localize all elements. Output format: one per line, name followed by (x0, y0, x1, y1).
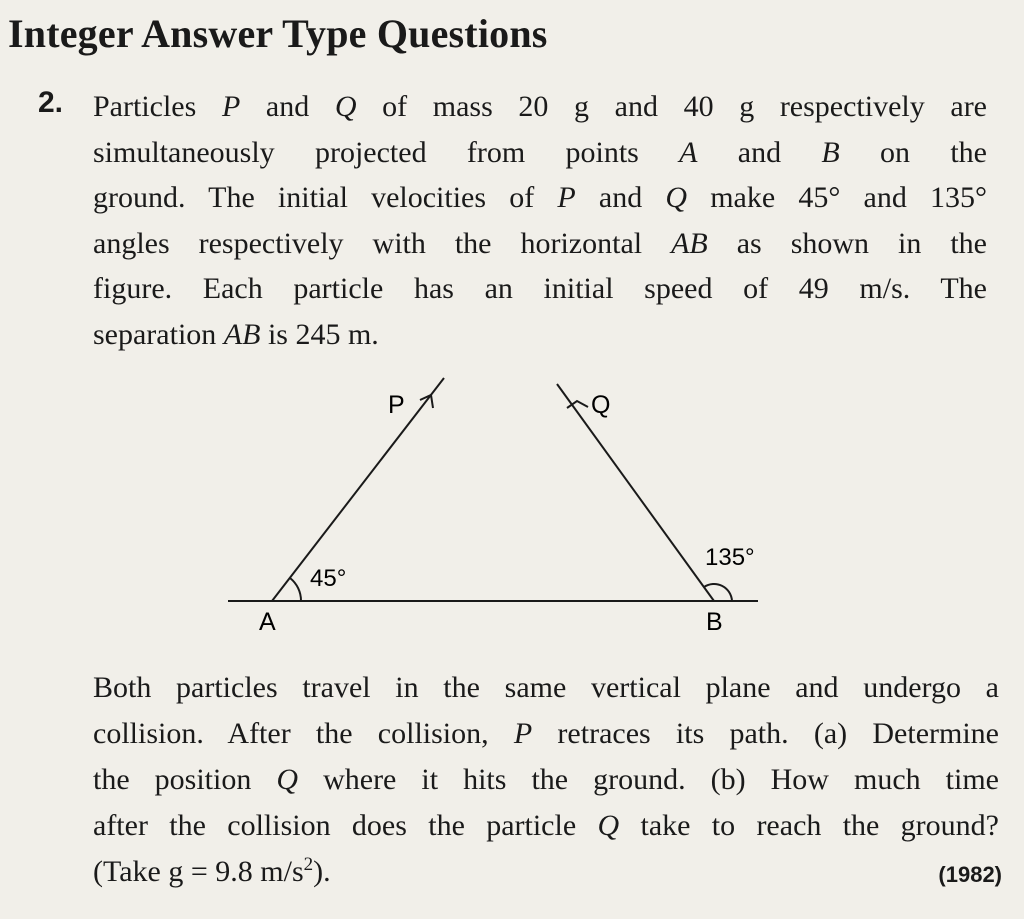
text-run: after the collision does the particle (93, 809, 598, 842)
label-p: P (388, 391, 405, 419)
question-last-line (93, 849, 999, 895)
italic-symbol: AB (223, 317, 261, 351)
text-run: and (240, 90, 335, 123)
label-q: Q (591, 391, 611, 419)
question-text (93, 84, 987, 357)
question-number: 2. (38, 86, 64, 119)
label-a: A (259, 608, 276, 636)
italic-symbol: Q (334, 90, 357, 123)
angle-label-a: 45° (310, 565, 347, 592)
text-run: make 45° and 135° (687, 181, 987, 214)
text-run: the position (93, 763, 277, 796)
text-run: where it hits the ground. (b) How much time (298, 763, 999, 796)
section-title: Integer Answer Type Questions (8, 11, 548, 56)
question-line (93, 665, 999, 711)
question-tail-text (93, 665, 999, 895)
text-run: retraces its path. (a) Determine (532, 717, 999, 750)
text-run: and (697, 135, 822, 169)
text-run: Particles (93, 90, 222, 123)
italic-symbol: B (821, 135, 840, 169)
text-run: Both particles travel in the same vertical plane and undergo a (93, 671, 999, 704)
text-run: collision. After the collision, (93, 717, 514, 750)
velocity-line-p (272, 378, 444, 601)
italic-symbol: Q (665, 181, 688, 214)
label-b: B (706, 608, 723, 636)
question-line (93, 175, 987, 221)
italic-symbol: A (679, 135, 698, 169)
last-line-end: ). (313, 855, 331, 888)
italic-symbol: P (557, 181, 576, 214)
text-run: angles respectively with the horizontal (93, 226, 672, 260)
italic-symbol: Q (597, 809, 620, 842)
text-run: as shown in the (707, 226, 987, 260)
projectile-figure (0, 370, 1024, 640)
question-line (93, 266, 987, 312)
italic-symbol: P (513, 717, 533, 750)
question-line (93, 130, 987, 176)
text-run: ground. The initial velocities of (93, 181, 558, 214)
angle-arc-a (290, 578, 301, 601)
italic-symbol: P (221, 90, 241, 123)
exam-year: (1982) (938, 862, 1002, 887)
italic-symbol: AB (671, 226, 708, 260)
question-line (93, 221, 987, 267)
text-run: and (575, 181, 666, 214)
text-run: separation (93, 317, 224, 351)
text-run: of mass 20 g and 40 g respectively are (356, 90, 987, 123)
question-line (93, 312, 987, 358)
question-line (93, 711, 999, 757)
text-run: simultaneously projected from points (93, 135, 680, 169)
text-run: on the (839, 135, 987, 169)
text-run: figure. Each particle has an initial speed of 49 m/s. The (93, 272, 987, 305)
velocity-line-q (557, 384, 714, 601)
question-line (93, 84, 987, 130)
question-line (93, 803, 999, 849)
angle-label-b: 135° (705, 544, 755, 571)
question-line (93, 757, 999, 803)
last-line-text: (Take g = 9.8 m/s (93, 855, 304, 888)
superscript-two: 2 (303, 854, 314, 875)
italic-symbol: Q (276, 763, 299, 796)
text-run: take to reach the ground? (619, 809, 999, 842)
text-run: is 245 m. (260, 317, 379, 351)
